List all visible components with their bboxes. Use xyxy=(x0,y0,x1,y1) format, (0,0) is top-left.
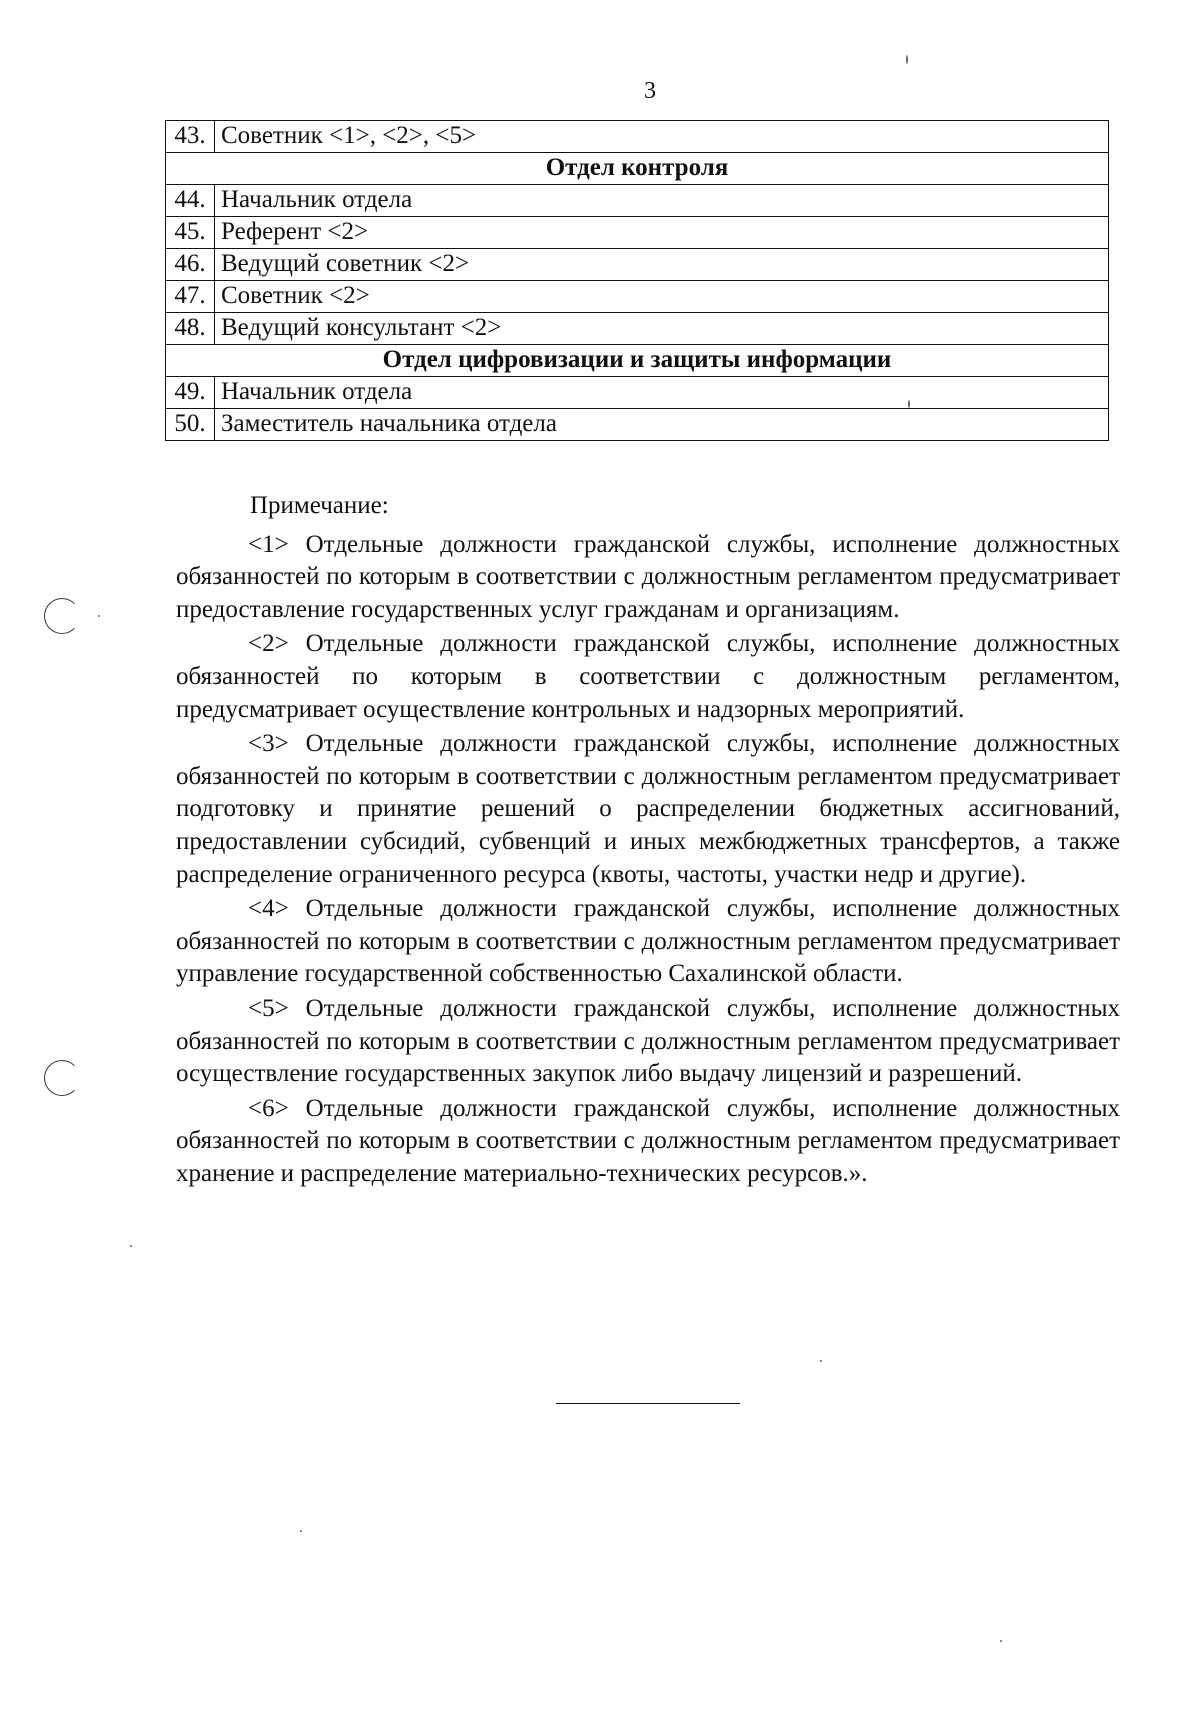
row-number: 45. xyxy=(166,217,215,249)
position-title: Советник <1>, <2>, <5> xyxy=(215,121,1109,153)
table-section-row xyxy=(166,153,1109,185)
scan-speck xyxy=(906,55,908,64)
table-row xyxy=(166,121,1109,153)
note-5: <5> Отдельные должности гражданской службы, исполнение должностных обязанностей по которым в соответствии с должностным регламентом предусматривает осуществление государственных закупок либо выдачу лицензий и разрешений. xyxy=(176,994,1120,1088)
punch-hole-mark xyxy=(44,1060,80,1096)
note-1: <1> Отдельные должности гражданской службы, исполнение должностных обязанностей по которым в соответствии с должностным регламентом предусматривает предоставление государственных услуг гражданам и организациям. xyxy=(176,530,1120,623)
position-title: Ведущий консультант <2> xyxy=(215,313,1109,345)
row-number: 43. xyxy=(166,121,215,153)
row-number: 48. xyxy=(166,313,215,345)
table-row xyxy=(166,249,1109,281)
scan-speck xyxy=(130,1245,132,1247)
page-number: 3 xyxy=(644,78,656,104)
table-section-row xyxy=(166,345,1109,377)
table-row xyxy=(166,313,1109,345)
row-number: 49. xyxy=(166,377,215,409)
position-title: Ведущий советник <2> xyxy=(215,249,1109,281)
note-2: <2> Отдельные должности гражданской службы, исполнение должностных обязанностей по которым в соответствии с должностным регламентом, предусматривает осуществление контрольных и надзорных мероприятий. xyxy=(176,630,1120,723)
note-4: <4> Отдельные должности гражданской службы, исполнение должностных обязанностей по которым в соответствии с должностным регламентом предусматривает управление государственной собственностью Сахалинской области. xyxy=(176,895,1120,988)
section-heading: Отдел контроля xyxy=(166,153,1109,185)
note-3: <3> Отдельные должности гражданской службы, исполнение должностных обязанностей по которым в соответствии с должностным регламентом предусматривает подготовку и принятие решений о распределении бюджетных ассигнований, предоставлении субсидий, субвенций и иных межбюджетных трансфертов, а также распределение ограниченного ресурса (квоты, частоты, участки недр и другие). xyxy=(176,730,1120,888)
positions-table xyxy=(165,120,1109,441)
scan-speck xyxy=(820,1360,822,1362)
table-row xyxy=(166,377,1109,409)
row-number: 44. xyxy=(166,185,215,217)
table-row xyxy=(166,185,1109,217)
scan-speck xyxy=(908,400,910,408)
punch-hole-mark xyxy=(44,598,80,634)
row-number: 50. xyxy=(166,409,215,441)
end-rule xyxy=(556,1403,740,1404)
position-title: Заместитель начальника отдела xyxy=(215,409,1109,441)
table-row xyxy=(166,217,1109,249)
row-number: 47. xyxy=(166,281,215,313)
section-heading: Отдел цифровизации и защиты информации xyxy=(166,345,1109,377)
scan-speck xyxy=(1000,1640,1002,1642)
scan-speck xyxy=(300,1530,302,1532)
position-title: Советник <2> xyxy=(215,281,1109,313)
table-body xyxy=(166,121,1109,441)
table-row xyxy=(166,409,1109,441)
row-number: 46. xyxy=(166,249,215,281)
notes-title: Примечание: xyxy=(250,492,389,519)
notes-block xyxy=(176,490,1120,1192)
table-row xyxy=(166,281,1109,313)
position-title: Начальник отдела xyxy=(215,377,1109,409)
position-title: Начальник отдела xyxy=(215,185,1109,217)
note-6: <6> Отдельные должности гражданской службы, исполнение должностных обязанностей по которым в соответствии с должностным регламентом предусматривает хранение и распределение материально-технических ресурсов.». xyxy=(176,1094,1120,1187)
scan-speck xyxy=(98,615,100,617)
position-title: Референт <2> xyxy=(215,217,1109,249)
